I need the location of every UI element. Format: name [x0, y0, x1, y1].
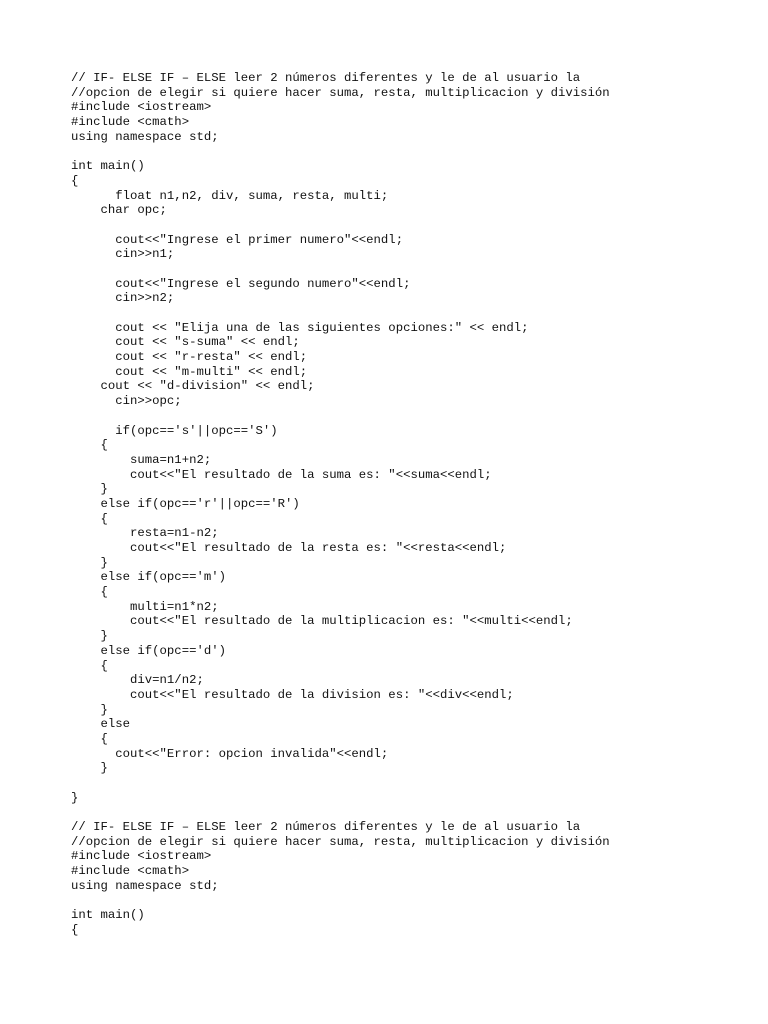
- code-line: //opcion de elegir si quiere hacer suma, resta, multiplicacion y división: [71, 834, 610, 849]
- code-line: else if(opc=='m'): [71, 570, 226, 585]
- code-listing: [71, 71, 610, 938]
- code-line: }: [71, 761, 108, 776]
- code-line: using namespace std;: [71, 878, 219, 893]
- code-line: [71, 805, 610, 820]
- code-line: {: [71, 658, 108, 673]
- code-line: #include <iostream>: [71, 100, 212, 115]
- code-line: cout<<"Error: opcion invalida"<<endl;: [71, 746, 389, 761]
- code-line: {: [71, 585, 108, 600]
- code-line: cin>>opc;: [71, 394, 182, 409]
- code-line: cout << "d-division" << endl;: [71, 379, 315, 394]
- code-line: {: [71, 922, 79, 937]
- code-line: cin>>n1;: [71, 247, 175, 262]
- code-line: resta=n1-n2;: [71, 526, 219, 541]
- code-line: char opc;: [71, 203, 167, 218]
- code-line: cout << "m-multi" << endl;: [71, 364, 308, 379]
- code-line: [71, 894, 610, 909]
- code-line: [71, 306, 610, 321]
- code-line: cout<<"Ingrese el primer numero"<<endl;: [71, 232, 404, 247]
- code-line: }: [71, 702, 108, 717]
- code-line: cout<<"El resultado de la division es: "<<div<<endl;: [71, 687, 514, 702]
- code-line: suma=n1+n2;: [71, 452, 212, 467]
- code-line: [71, 409, 610, 424]
- code-line: cout<<"El resultado de la resta es: "<<resta<<endl;: [71, 541, 507, 555]
- code-line: cout<<"El resultado de la multiplicacion es: "<<multi<<endl;: [71, 614, 573, 629]
- code-line: else: [71, 717, 131, 732]
- code-line: multi=n1*n2;: [71, 599, 219, 614]
- code-line: div=n1/n2;: [71, 673, 204, 688]
- code-line: cout << "r-resta" << endl;: [71, 350, 308, 365]
- code-line: int main(): [71, 159, 145, 174]
- code-line: [71, 218, 610, 233]
- code-line: {: [71, 511, 108, 526]
- code-line: float n1,n2, div, suma, resta, multi;: [71, 188, 389, 203]
- code-line: else if(opc=='r'||opc=='R'): [71, 496, 300, 511]
- code-line: }: [71, 790, 79, 805]
- code-line: cout << "Elija una de las siguientes opciones:" << endl;: [71, 320, 529, 335]
- code-line: #include <cmath>: [71, 115, 190, 130]
- code-line: [71, 144, 610, 159]
- code-line: }: [71, 482, 108, 497]
- code-line: else if(opc=='d'): [71, 643, 226, 658]
- code-line: cin>>n2;: [71, 291, 175, 306]
- code-line: // IF- ELSE IF – ELSE leer 2 números diferentes y le de al usuario la: [71, 71, 581, 85]
- code-line: {: [71, 173, 79, 188]
- code-line: // IF- ELSE IF – ELSE leer 2 números diferentes y le de al usuario la: [71, 820, 581, 835]
- code-line: }: [71, 555, 108, 570]
- code-line: {: [71, 731, 108, 746]
- code-line: #include <cmath>: [71, 864, 190, 879]
- code-line: cout << "s-suma" << endl;: [71, 335, 300, 350]
- code-line: [71, 262, 610, 277]
- code-line: [71, 776, 610, 791]
- code-line: {: [71, 438, 108, 453]
- code-line: if(opc=='s'||opc=='S'): [71, 423, 278, 438]
- code-line: }: [71, 629, 108, 644]
- code-line: #include <iostream>: [71, 849, 212, 864]
- code-line: cout<<"Ingrese el segundo numero"<<endl;: [71, 276, 411, 291]
- code-line: //opcion de elegir si quiere hacer suma, resta, multiplicacion y división: [71, 85, 610, 100]
- code-line: int main(): [71, 908, 145, 923]
- code-line: using namespace std;: [71, 129, 219, 144]
- code-line: cout<<"El resultado de la suma es: "<<suma<<endl;: [71, 467, 492, 482]
